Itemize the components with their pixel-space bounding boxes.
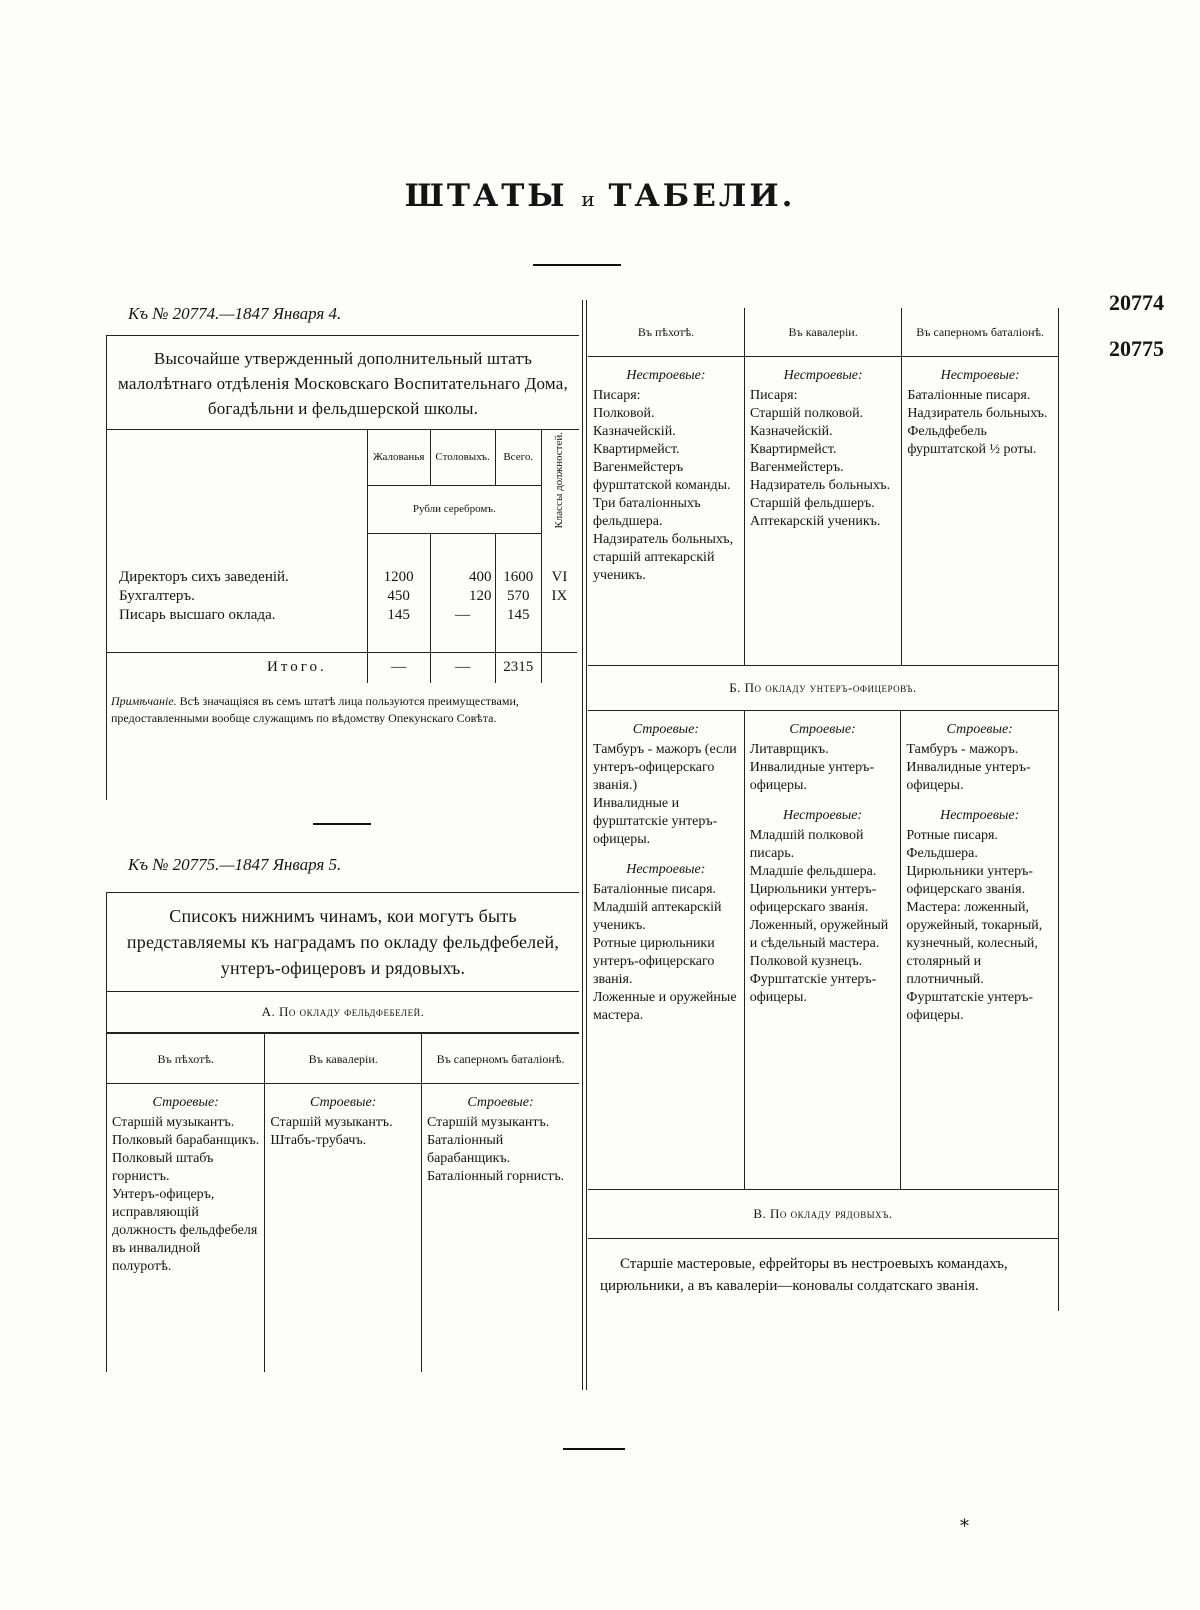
right-box: [588, 308, 1059, 1311]
table-row: Директоръ сихъ заведеній. 1200 400 1600 VI: [107, 568, 577, 587]
col-table: Столовыхъ.: [430, 430, 495, 485]
section-c-text: Старшіе мастеровые, ефрейторы въ нестроевыхъ командахъ, цирюльники, а въ кавалеріи—коновалы солдатскаго званія.: [600, 1255, 1008, 1294]
b-cavalry-cell: Строевые: Литаврщикъ. Инвалидные унтеръ-офицеры. Нестроевые: Младшій полковой писарь. Младшіе фельдшера. Цирюльники унтеръ-офицерскаго званія. Ложенный, оружейный и сѣдельный мастера. Полковой кузнецъ. Фурштатскіе унтеръ-офицеры.: [744, 711, 901, 1189]
doc2-box: [106, 892, 579, 1372]
section-a-title: А. По окладу фельдфебелей.: [107, 992, 579, 1033]
staff-table: [107, 430, 577, 683]
a-noncombat-infantry: Нестроевые: Писаря: Полковой. Казначейскій. Квартирмейст. Вагенмейстеръ фурштатской команды. Три баталіонныхъ фельдшера. Надзиратель больныхъ, старшій аптекарскій ученикъ.: [588, 356, 744, 665]
section-c-title: В. По окладу рядовыхъ.: [588, 1189, 1058, 1239]
doc-separator: [313, 823, 371, 825]
margin-number-1: 20774: [1109, 290, 1164, 315]
doc1-header: Къ № 20774.—1847 Января 4.: [128, 304, 342, 323]
b-sapper-cell: Строевые: Тамбуръ - мажоръ. Инвалидные унтеръ-офицеры. Нестроевые: Ротные писаря. Фельдшера. Цирюльники унтеръ-офицерскаго званія. Мастера: ложенный, оружейный, токарный, кузнечный, колесный, столярный и плотничный. Фурштатскіе унтеръ-офицеры.: [901, 711, 1058, 1189]
column-divider: [582, 300, 583, 1390]
table-total-row: Итого. — — 2315: [107, 653, 577, 683]
bottom-mark: *: [960, 1516, 969, 1537]
a-cavalry-cell: Строевые: Старшій музыкантъ. Штабъ-трубачъ.: [265, 1084, 422, 1373]
col-total: Всего.: [495, 430, 541, 485]
section-a-table: [107, 1033, 579, 1372]
col-class: Классы должностей.: [541, 430, 577, 534]
margin-number-2: 20775: [1109, 336, 1164, 361]
col-sapper: Въ саперномъ баталіонѣ.: [421, 1034, 579, 1084]
col-salary: Жалованья: [367, 430, 430, 485]
column-divider-2: [586, 300, 587, 1390]
doc2-title: Списокъ нижнимъ чинамъ, кои могутъ быть представляемы къ наградамъ по окладу фельдфебелей, унтеръ-офицеровъ и рядовыхъ.: [107, 893, 579, 992]
doc1-note: Примѣчаніе. Всѣ значащіяся въ семъ штатѣ лица пользуются преимуществами, предоставленными вообще служащимъ по вѣдомству Опекунскаго Совѣта.: [111, 693, 519, 725]
a-noncombat-sapper: Нестроевые: Баталіонные писаря. Надзиратель больныхъ. Фельдфебель фурштатской ½ роты.: [902, 356, 1058, 665]
b-infantry-cell: Строевые: Тамбуръ - мажоръ (если унтеръ-офицерскаго званія.) Инвалидные и фурштатскіе унтеръ-офицеры. Нестроевые: Баталіонные писаря. Младшій аптекарскій ученикъ. Ротные цирюльники унтеръ-офицерскаго званія. Ложенные и оружейные мастера.: [588, 711, 744, 1189]
a-sapper-cell: Строевые: Старшій музыкантъ. Баталіонный барабанщикъ. Баталіонный горнистъ.: [421, 1084, 579, 1373]
a-infantry-cell: Строевые: Старшій музыкантъ. Полковый барабанщикъ. Полковый штабъ горнистъ. Унтеръ-офицеръ, исправляющій должность фельдфебеля въ инвалидной полуротѣ.: [107, 1084, 265, 1373]
section-b-title: Б. По окладу унтеръ-офицеровъ.: [588, 665, 1058, 711]
table-row: Бухгалтеръ. 450 120 570 IX: [107, 587, 577, 606]
col-currency: Рубли серебромъ.: [367, 485, 541, 533]
doc1-title: Высочайше утвержденный дополнительный штатъ малолѣтнаго отдѣленія Московскаго Воспитательнаго Дома, богадѣльни и фельдшерской школы.: [107, 336, 579, 430]
col-cavalry: Въ кавалеріи.: [265, 1034, 422, 1084]
col-infantry: Въ пѣхотѣ.: [107, 1034, 265, 1084]
a-noncombat-cavalry: Нестроевые: Писаря: Старшій полковой. Казначейскій. Квартирмейст. Вагенмейстеръ. Надзиратель больныхъ. Старшій фельдшеръ. Аптекарскій ученикъ.: [744, 356, 901, 665]
doc1-box: [106, 335, 579, 800]
page-title: ШТАТЫ и ТАБЕЛИ.: [404, 178, 796, 214]
bottom-rule: [563, 1448, 625, 1450]
title-rule: [533, 264, 621, 266]
a-continued-table: Въ пѣхотѣ. Въ кавалеріи. Въ саперномъ баталіонѣ. Нестроевые: Писаря: Полковой. Казначейскій. Квартирмейст. Вагенмейстеръ фурштатской команды. Три баталіонныхъ фельдшера. Надзиратель больныхъ, старшій аптекарскій ученикъ. Нестроевые: Писаря: Старшій полковой. Казначейскій. Квартирмейст. Вагенмейстеръ. Надзиратель больныхъ. Старшій фельдшеръ. Аптекарскій ученикъ. Нестроевые: Баталіонные писаря. Надзиратель больныхъ. Фельдфебель фурштатской ½ роты.: [588, 308, 1058, 665]
doc2-header: Къ № 20775.—1847 Января 5.: [128, 855, 342, 874]
table-row: Писарь высшаго оклада. 145 — 145: [107, 606, 577, 625]
section-b-table: [588, 711, 1058, 1189]
